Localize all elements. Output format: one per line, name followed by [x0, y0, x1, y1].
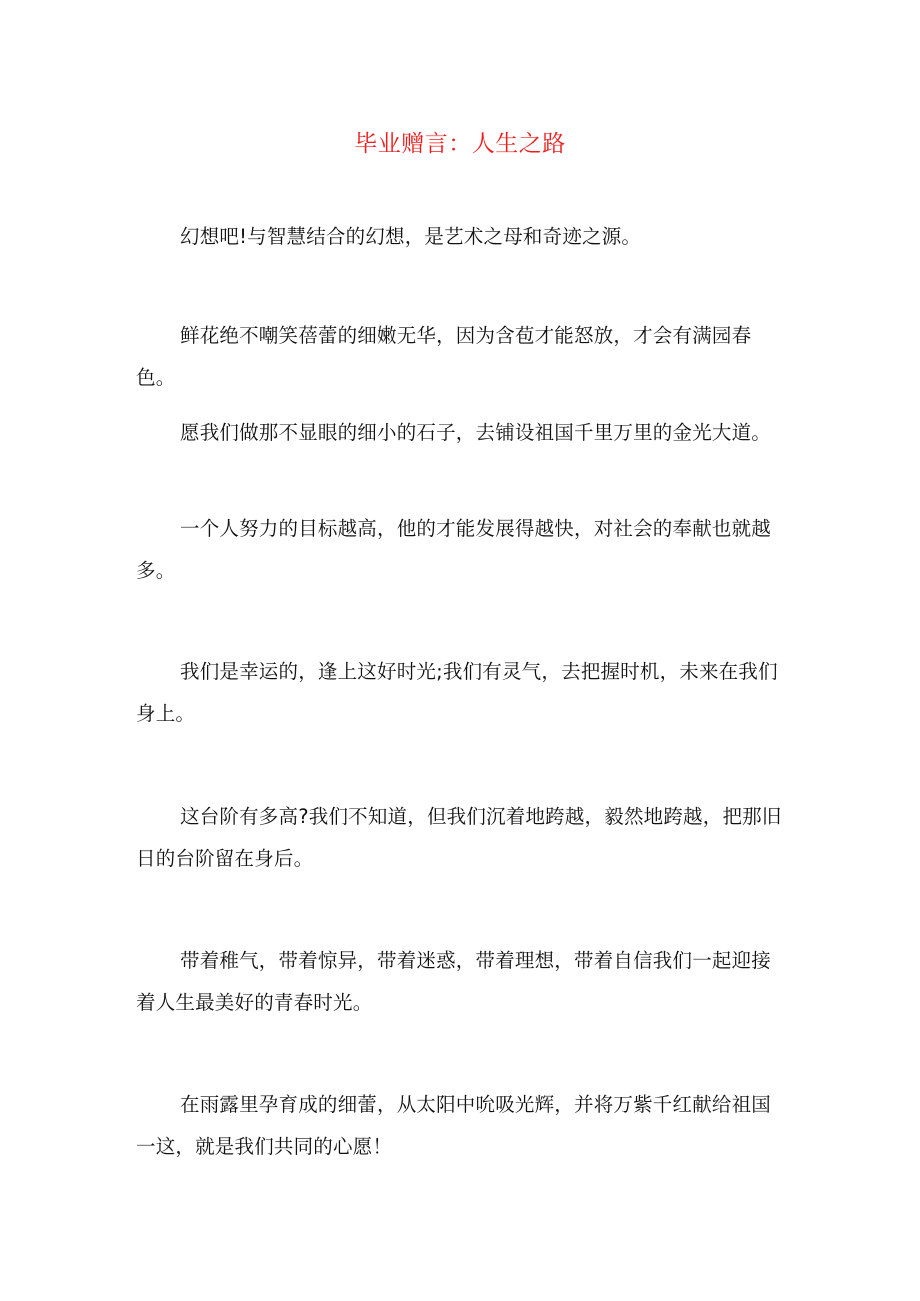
paragraph-5: 我们是幸运的，逢上这好时光;我们有灵气，去把握时机，未来在我们身上。	[136, 660, 778, 725]
paragraph-6: 这台阶有多高?我们不知道，但我们沉着地跨越，毅然地跨越，把那旧日的台阶留在身后。	[136, 805, 782, 870]
paragraph-2: 鲜花绝不嘲笑蓓蕾的细嫩无华，因为含苞才能怒放，才会有满园春色。	[136, 324, 752, 389]
paragraph-4: 一个人努力的目标越高，他的才能发展得越快，对社会的奉献也就越多。	[136, 517, 772, 582]
paragraph-3: 愿我们做那不显眼的细小的石子，去铺设祖国千里万里的金光大道。	[180, 421, 772, 444]
document-title: 毕业赠言：人生之路	[354, 131, 566, 157]
paragraph-8: 在雨露里孕育成的细蕾，从太阳中吮吸光辉，并将万紫千红献给祖国一这，就是我们共同的心愿！	[136, 1093, 772, 1158]
paragraph-1: 幻想吧!与智慧结合的幻想，是艺术之母和奇迹之源。	[180, 225, 642, 248]
paragraph-7: 带着稚气，带着惊异，带着迷惑，带着理想，带着自信我们一起迎接着人生最美好的青春时光。	[136, 949, 772, 1014]
